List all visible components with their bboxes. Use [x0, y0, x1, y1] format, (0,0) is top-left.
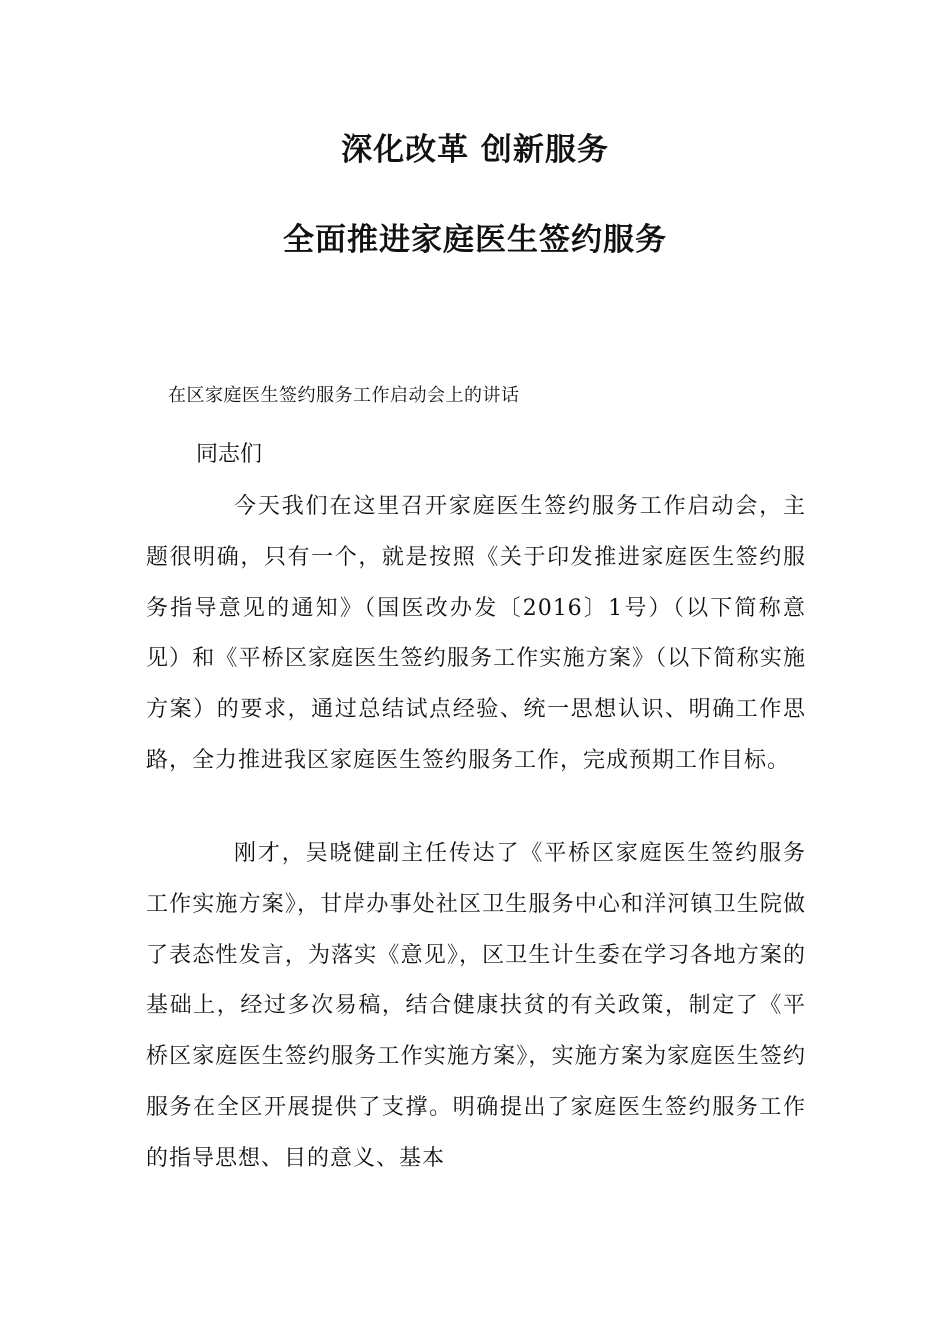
document-title-line-1: 深化改革 创新服务: [341, 132, 609, 168]
body-paragraph-2: 刚才，吴晓健副主任传达了《平桥区家庭医生签约服务工作实施方案》，甘岸办事处社区卫生服务中心和洋河镇卫生院做了表态性发言，为落实《意见》，区卫生计生委在学习各地方案的基础上，经过多次易稿，结合健康扶贫的有关政策，制定了《平桥区家庭医生签约服务工作实施方案》，实施方案为家庭医生签约服务在全区开展提供了支撑。明确提出了家庭医生签约服务工作的指导思想、目的意义、基本: [146, 841, 806, 1171]
speech-subtitle: 在区家庭医生签约服务工作启动会上的讲话: [168, 385, 520, 406]
salutation: 同志们: [196, 442, 263, 467]
body-paragraph-1: 今天我们在这里召开家庭医生签约服务工作启动会，主题很明确，只有一个，就是按照《关于印发推进家庭医生签约服务指导意见的通知》（国医改办发〔2016〕1号）（以下简称意见）和《平桥区家庭医生签约服务工作实施方案》（以下简称实施方案）的要求，通过总结试点经验、统一思想认识、明确工作思路，全力推进我区家庭医生签约服务工作，完成预期工作目标。: [146, 494, 806, 773]
document-title-line-2: 全面推进家庭医生签约服务: [283, 222, 667, 258]
